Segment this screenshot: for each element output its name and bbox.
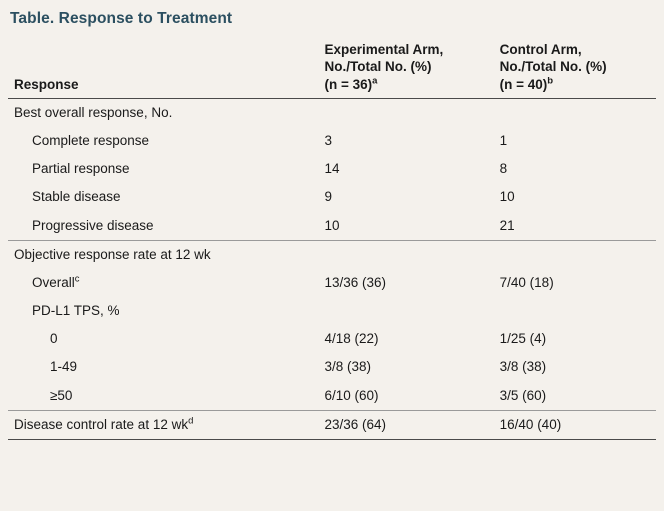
row-value-experimental: 13/36 (36) xyxy=(324,274,387,290)
row-label-footnote: c xyxy=(74,273,80,285)
row-value-control: 3/8 (38) xyxy=(499,359,547,375)
table-row xyxy=(8,98,656,127)
experimental-head-footnote: a xyxy=(372,75,378,87)
row-value-control: 16/40 (40) xyxy=(494,410,656,439)
table-row xyxy=(8,183,656,211)
row-label: Complete response xyxy=(32,132,150,148)
row-value-experimental: 9 xyxy=(324,189,332,205)
table-row xyxy=(8,353,656,381)
row-value-control: 1/25 (4) xyxy=(499,331,547,347)
row-value-control xyxy=(494,297,656,325)
row-label: 1-49 xyxy=(50,359,78,375)
row-value-control xyxy=(494,240,656,269)
row-label: Stable disease xyxy=(32,189,121,205)
column-header-experimental-arm xyxy=(318,38,493,98)
row-label: Best overall response, No. xyxy=(14,104,173,120)
row-label: PD-L1 TPS, % xyxy=(32,303,120,319)
experimental-head-line1: Experimental Arm, xyxy=(324,42,444,57)
row-value-experimental xyxy=(318,98,493,127)
row-value-experimental: 3/8 (38) xyxy=(324,359,371,375)
control-head-line1: Control Arm, xyxy=(499,42,582,57)
control-head-line3: (n = 40)$^b$ xyxy=(499,75,554,92)
table-row xyxy=(8,325,656,353)
row-label: Overall$^c$ xyxy=(32,273,80,290)
row-label: Objective response rate at 12 wk xyxy=(8,240,318,269)
row-value-experimental: 23/36 (64) xyxy=(318,410,493,439)
control-head-footnote: b xyxy=(547,75,554,87)
row-value-experimental: 10 xyxy=(324,217,340,233)
table-row xyxy=(8,269,656,297)
row-label: Progressive disease xyxy=(32,217,154,233)
table-row xyxy=(8,382,656,411)
row-value-control: 1 xyxy=(499,132,508,148)
row-value-experimental: 6/10 (60) xyxy=(324,387,379,403)
row-value-control: 8 xyxy=(499,161,508,177)
column-header-control-arm xyxy=(494,38,656,98)
row-label: ≥50 xyxy=(50,387,73,403)
row-value-experimental: 4/18 (22) xyxy=(324,331,379,347)
header-row xyxy=(8,38,656,98)
table-row xyxy=(8,410,656,439)
experimental-head-line2: No./Total No. (%) xyxy=(324,59,432,75)
row-value-control xyxy=(494,98,656,127)
column-header-response: Response xyxy=(8,38,318,98)
table-row xyxy=(8,297,656,325)
row-value-control: 10 xyxy=(499,189,515,205)
table-row xyxy=(8,127,656,155)
table-row xyxy=(8,155,656,183)
table-row xyxy=(8,240,656,269)
table-header xyxy=(8,38,656,98)
row-label-footnote: d xyxy=(188,415,194,427)
experimental-head-line3: (n = 36)$^a$ xyxy=(324,75,378,92)
row-label: 0 xyxy=(50,331,58,347)
table-row xyxy=(8,212,656,241)
response-to-treatment-table xyxy=(8,38,656,440)
row-label: Partial response xyxy=(32,161,130,177)
row-value-control: 21 xyxy=(499,217,515,233)
row-label: Disease control rate at 12 $wk^d$ xyxy=(8,410,318,439)
row-value-control: 3/5 (60) xyxy=(499,387,547,403)
control-head-line2: No./Total No. (%) xyxy=(499,59,607,75)
row-value-experimental: 3 xyxy=(324,132,332,148)
row-value-experimental xyxy=(318,297,493,325)
row-value-experimental xyxy=(318,240,493,269)
row-value-experimental: 14 xyxy=(324,161,340,177)
table-title: Table. Response to Treatment xyxy=(10,10,233,27)
row-value-control: 7/40 (18) xyxy=(499,274,554,290)
table-body xyxy=(8,98,656,439)
